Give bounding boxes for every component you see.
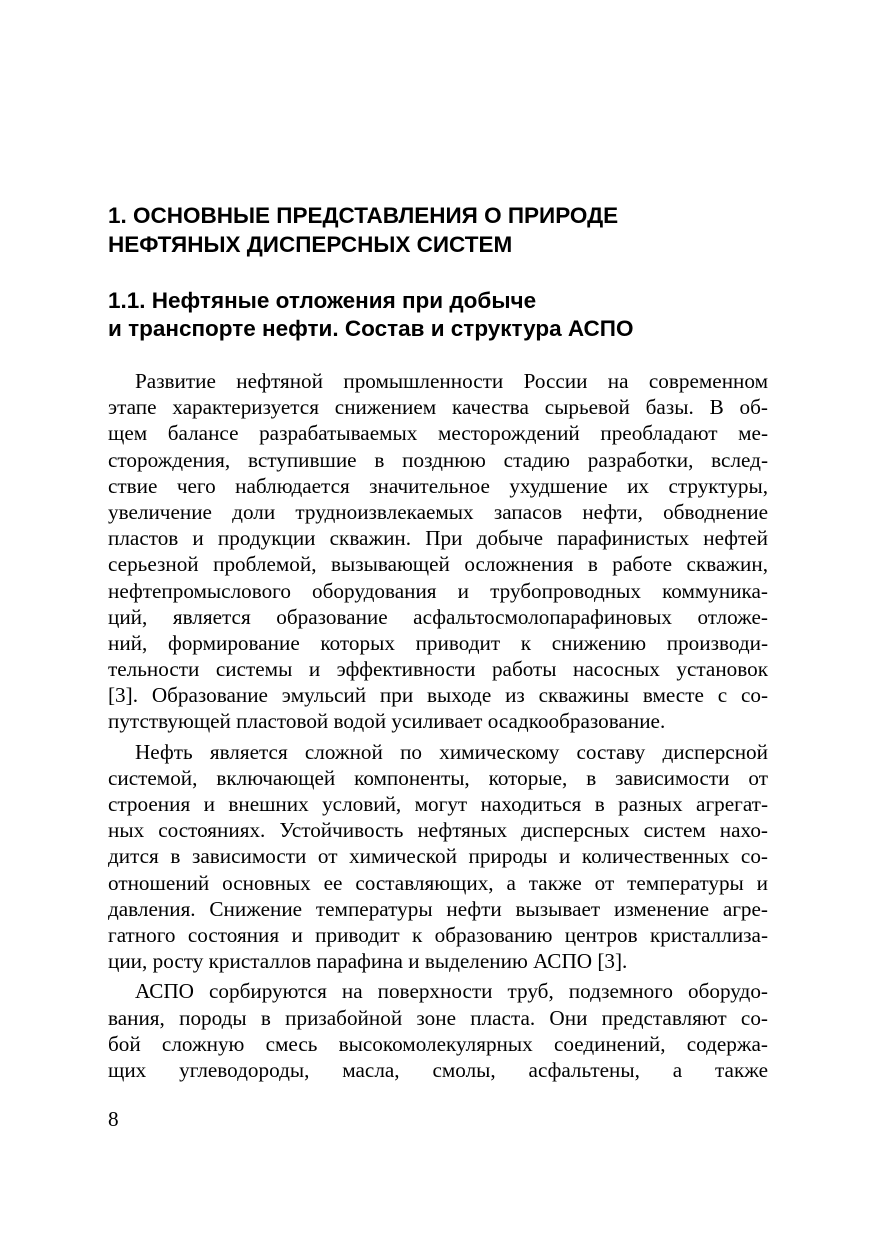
text-line: АСПО сорбируются на поверхности труб, подземного оборудо- bbox=[135, 979, 768, 1004]
text-line: давления. Снижение температуры нефти вызывает изменение агре- bbox=[108, 896, 768, 921]
text-line: нефтепромыслового оборудования и трубопроводных коммуника- bbox=[108, 578, 768, 603]
text-line: ции, росту кристаллов парафина и выделению АСПО [3]. bbox=[108, 949, 628, 974]
text-line: дится в зависимости от химической природы и количественных со- bbox=[108, 844, 768, 869]
text-line: ных состояниях. Устойчивость нефтяных дисперсных систем нахо- bbox=[108, 818, 768, 843]
paragraph bbox=[108, 739, 768, 975]
text-line: серьезной проблемой, вызывающей осложнения в работе скважин, bbox=[108, 552, 768, 577]
chapter-title-line: НЕФТЯНЫХ ДИСПЕРСНЫХ СИСТЕМ bbox=[108, 232, 513, 257]
text-line: гатного состояния и приводит к образованию центров кристаллиза- bbox=[108, 922, 768, 947]
text-line: вания, породы в призабойной зоне пласта. Они представляют со- bbox=[108, 1005, 768, 1030]
text-line: Развитие нефтяной промышленности России на современном bbox=[135, 369, 768, 393]
section-title bbox=[108, 287, 788, 343]
text-line: щем балансе разрабатываемых месторождений преобладают ме- bbox=[108, 421, 768, 446]
text-line: этапе характеризуется снижением качества сырьевой базы. В об- bbox=[108, 395, 768, 420]
text-line: путствующей пластовой водой усиливает осадкообразование. bbox=[108, 709, 666, 734]
text-line: [3]. Образование эмульсий при выходе из скважины вместе с со- bbox=[108, 683, 768, 708]
text-line: ствие чего наблюдается значительное ухудшение их структуры, bbox=[108, 473, 768, 498]
section-title-line: 1.1. Нефтяные отложения при добыче bbox=[108, 288, 537, 313]
chapter-title bbox=[108, 201, 788, 259]
page-number: 8 bbox=[108, 1107, 119, 1131]
text-line: щих углеводороды, масла, смолы, асфальтены, а также bbox=[108, 1057, 768, 1082]
text-line: сторождения, вступившие в позднюю стадию разработки, вслед- bbox=[108, 447, 768, 472]
text-line: строения и внешних условий, могут находиться в разных агрегат- bbox=[108, 792, 768, 816]
body-text bbox=[108, 368, 768, 1087]
text-line: увеличение доли трудноизвлекаемых запасов нефти, обводнение bbox=[108, 499, 768, 524]
text-line: ний, формирование которых приводит к снижению производи- bbox=[108, 630, 768, 655]
text-line: системой, включающей компоненты, которые, в зависимости от bbox=[108, 765, 768, 790]
text-line: ций, является образование асфальтосмолопарафиновых отложе- bbox=[108, 604, 768, 629]
text-line: пластов и продукции скважин. При добыче парафинистых нефтей bbox=[108, 526, 768, 551]
text-line: бой сложную смесь высокомолекулярных соединений, содержа- bbox=[108, 1031, 768, 1056]
paragraph bbox=[108, 978, 768, 1083]
chapter-title-line: 1. ОСНОВНЫЕ ПРЕДСТАВЛЕНИЯ О ПРИРОДЕ bbox=[108, 203, 619, 228]
text-line: отношений основных ее составляющих, а также от температуры и bbox=[108, 870, 768, 895]
text-line: тельности системы и эффективности работы насосных установок bbox=[108, 657, 768, 682]
paragraph bbox=[108, 368, 768, 735]
text-line: Нефть является сложной по химическому составу дисперсной bbox=[135, 739, 768, 764]
section-title-line: и транспорте нефти. Состав и структура АСПО bbox=[108, 316, 634, 341]
